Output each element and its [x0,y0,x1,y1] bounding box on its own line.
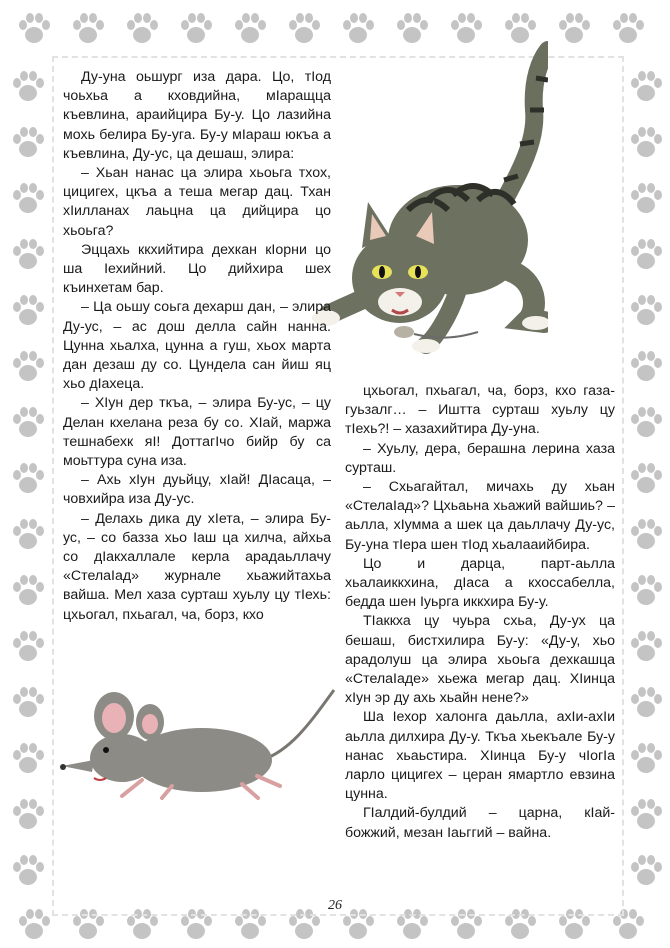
paw-print-icon [8,290,48,330]
paw-print-icon [626,458,666,498]
paw-print-icon [608,8,648,48]
paw-print-icon [626,682,666,722]
paw-print-icon [626,234,666,274]
paw-print-icon [8,178,48,218]
paw-print-icon [14,8,54,48]
paw-print-icon [626,66,666,106]
paw-print-icon [8,346,48,386]
mouse-illustration [52,680,352,800]
paw-print-icon [626,570,666,610]
paw-print-icon [8,850,48,890]
paw-print-icon [626,794,666,834]
paw-print-icon [8,626,48,666]
cat-illustration [308,40,548,370]
paragraph: – Ахь хIун дуьйцу, хIай! ДIасаца, – човхийра иза Ду-ус. [63,472,331,508]
paw-print-icon [626,178,666,218]
paw-print-icon [626,514,666,554]
paw-print-icon [8,402,48,442]
paragraph: Ду-уна оьшург иза дара. Цо, тIод чоьхьа а кховдийна, мIаращца къевлина, араийцира Бу-у. Цо лазийна мохь белира Бу-уга. Бу-у мIараш юкъа а къевлина, Ду-ус, ца дешаш, элира: [63,69,331,162]
paragraph: – ХIун дер ткъа, – элира Бу-ус, – цу Делан кхелана реза бу со. ХIай, маржа тешнабехк яI! ДоттагIчо бийр бу са моьттура суна иза. [63,395,331,470]
paw-print-icon [8,122,48,162]
paragraph: Цо и дарца, парт-аьлла хьалаиккхина, дIаса а кхоссабелла, бедда шен Iуьрга иккхира Бу-у. [345,555,615,611]
paragraph: – Ца оьшу соьга дехарш дан, – элира Ду-ус, – ас дош делла сайн нанна. Цунна хьалха, цунна а гуш, хьох марта дан дезаш ду со. Цундела сан йиш яц хьо дIахеца. [63,299,331,393]
paragraph: ТIаккха цу чуьра схьа, Ду-ух ца бешаш, бистхилира Бу-у: «Ду-у, хьо арадолуш ца элира хьоьга дехкашца «СтелаIаде» хьежа мегар дац. ХIинца хIун эр ду ахь хьайн нене?» [345,613,615,707]
paw-print-icon [626,290,666,330]
paw-print-icon [8,794,48,834]
paragraph: – Делахь дика ду хIета, – элира Бу-ус, – со базза хьо Iаш ца хилча, айхьа со дIакхаллале керла арадаьллачу «СтелаIад» журнале хьажийтахьа вайша. Мел хаза сурташ хуьлу цу тIехь: цхьогал, пхьагал, ча, борз, кхо [63,510,331,623]
paw-print-icon [554,8,594,48]
page-number: 26 [328,898,342,913]
paw-print-icon [626,122,666,162]
paw-print-icon [8,682,48,722]
paragraph: цхьогал, пхьагал, ча, борз, кхо газа-гуьзалг… – Иштта сурташ хуьлу цу тIехь?! – хазахийтира Ду-уна. [345,383,615,438]
paw-print-icon [8,738,48,778]
paragraph: ГIалдий-булдий – царна, кIай-божжий, мезан Iаьггий – вайна. [345,805,615,841]
paw-print-icon [230,8,270,48]
paw-print-icon [626,850,666,890]
paw-print-icon [176,8,216,48]
paragraph: – Хуьлу, дера, берашна лерина хаза сурташ. [345,440,615,476]
paw-print-icon [8,458,48,498]
right-text-column [345,382,615,843]
paw-print-icon [8,570,48,610]
paw-print-icon [626,346,666,386]
paw-print-icon [626,402,666,442]
paragraph: Ша Iехор халонга даьлла, ахIи-ахIи аьлла дилхира Ду-у. Ткъа хьекъале Бу-у нанас хьаьстира. ХIинца Бу-у чIогIа ларло цицигех – церан ямартло евзина цунна. [345,709,615,803]
paragraph: – Схьагайтал, мичахь ду хьан «СтелаIад»? Цхьаьна хьажий вайшиь? – аьлла, хIумма а шек ца даьллачу Ду-ус, Бу-уна тIера шен тIод хьалааийбира. [345,479,615,553]
paw-print-icon [626,626,666,666]
paragraph: Эццахь ккхийтира дехкан кIорни цо ша Iехийний. Цо дийхира шех къинхетам бар. [63,241,331,297]
left-text-column [63,68,331,625]
paw-print-icon [8,66,48,106]
paw-print-icon [8,234,48,274]
paragraph: – Хьан нанас ца элира хьоьга тхох, цицигех, цкъа а теша мегар дац. Тхан хIилланах лаьцна ца дийцира цо хьоьга? [63,165,331,239]
paw-print-icon [626,738,666,778]
paw-print-icon [122,8,162,48]
paw-print-icon [68,8,108,48]
paw-print-icon [8,514,48,554]
